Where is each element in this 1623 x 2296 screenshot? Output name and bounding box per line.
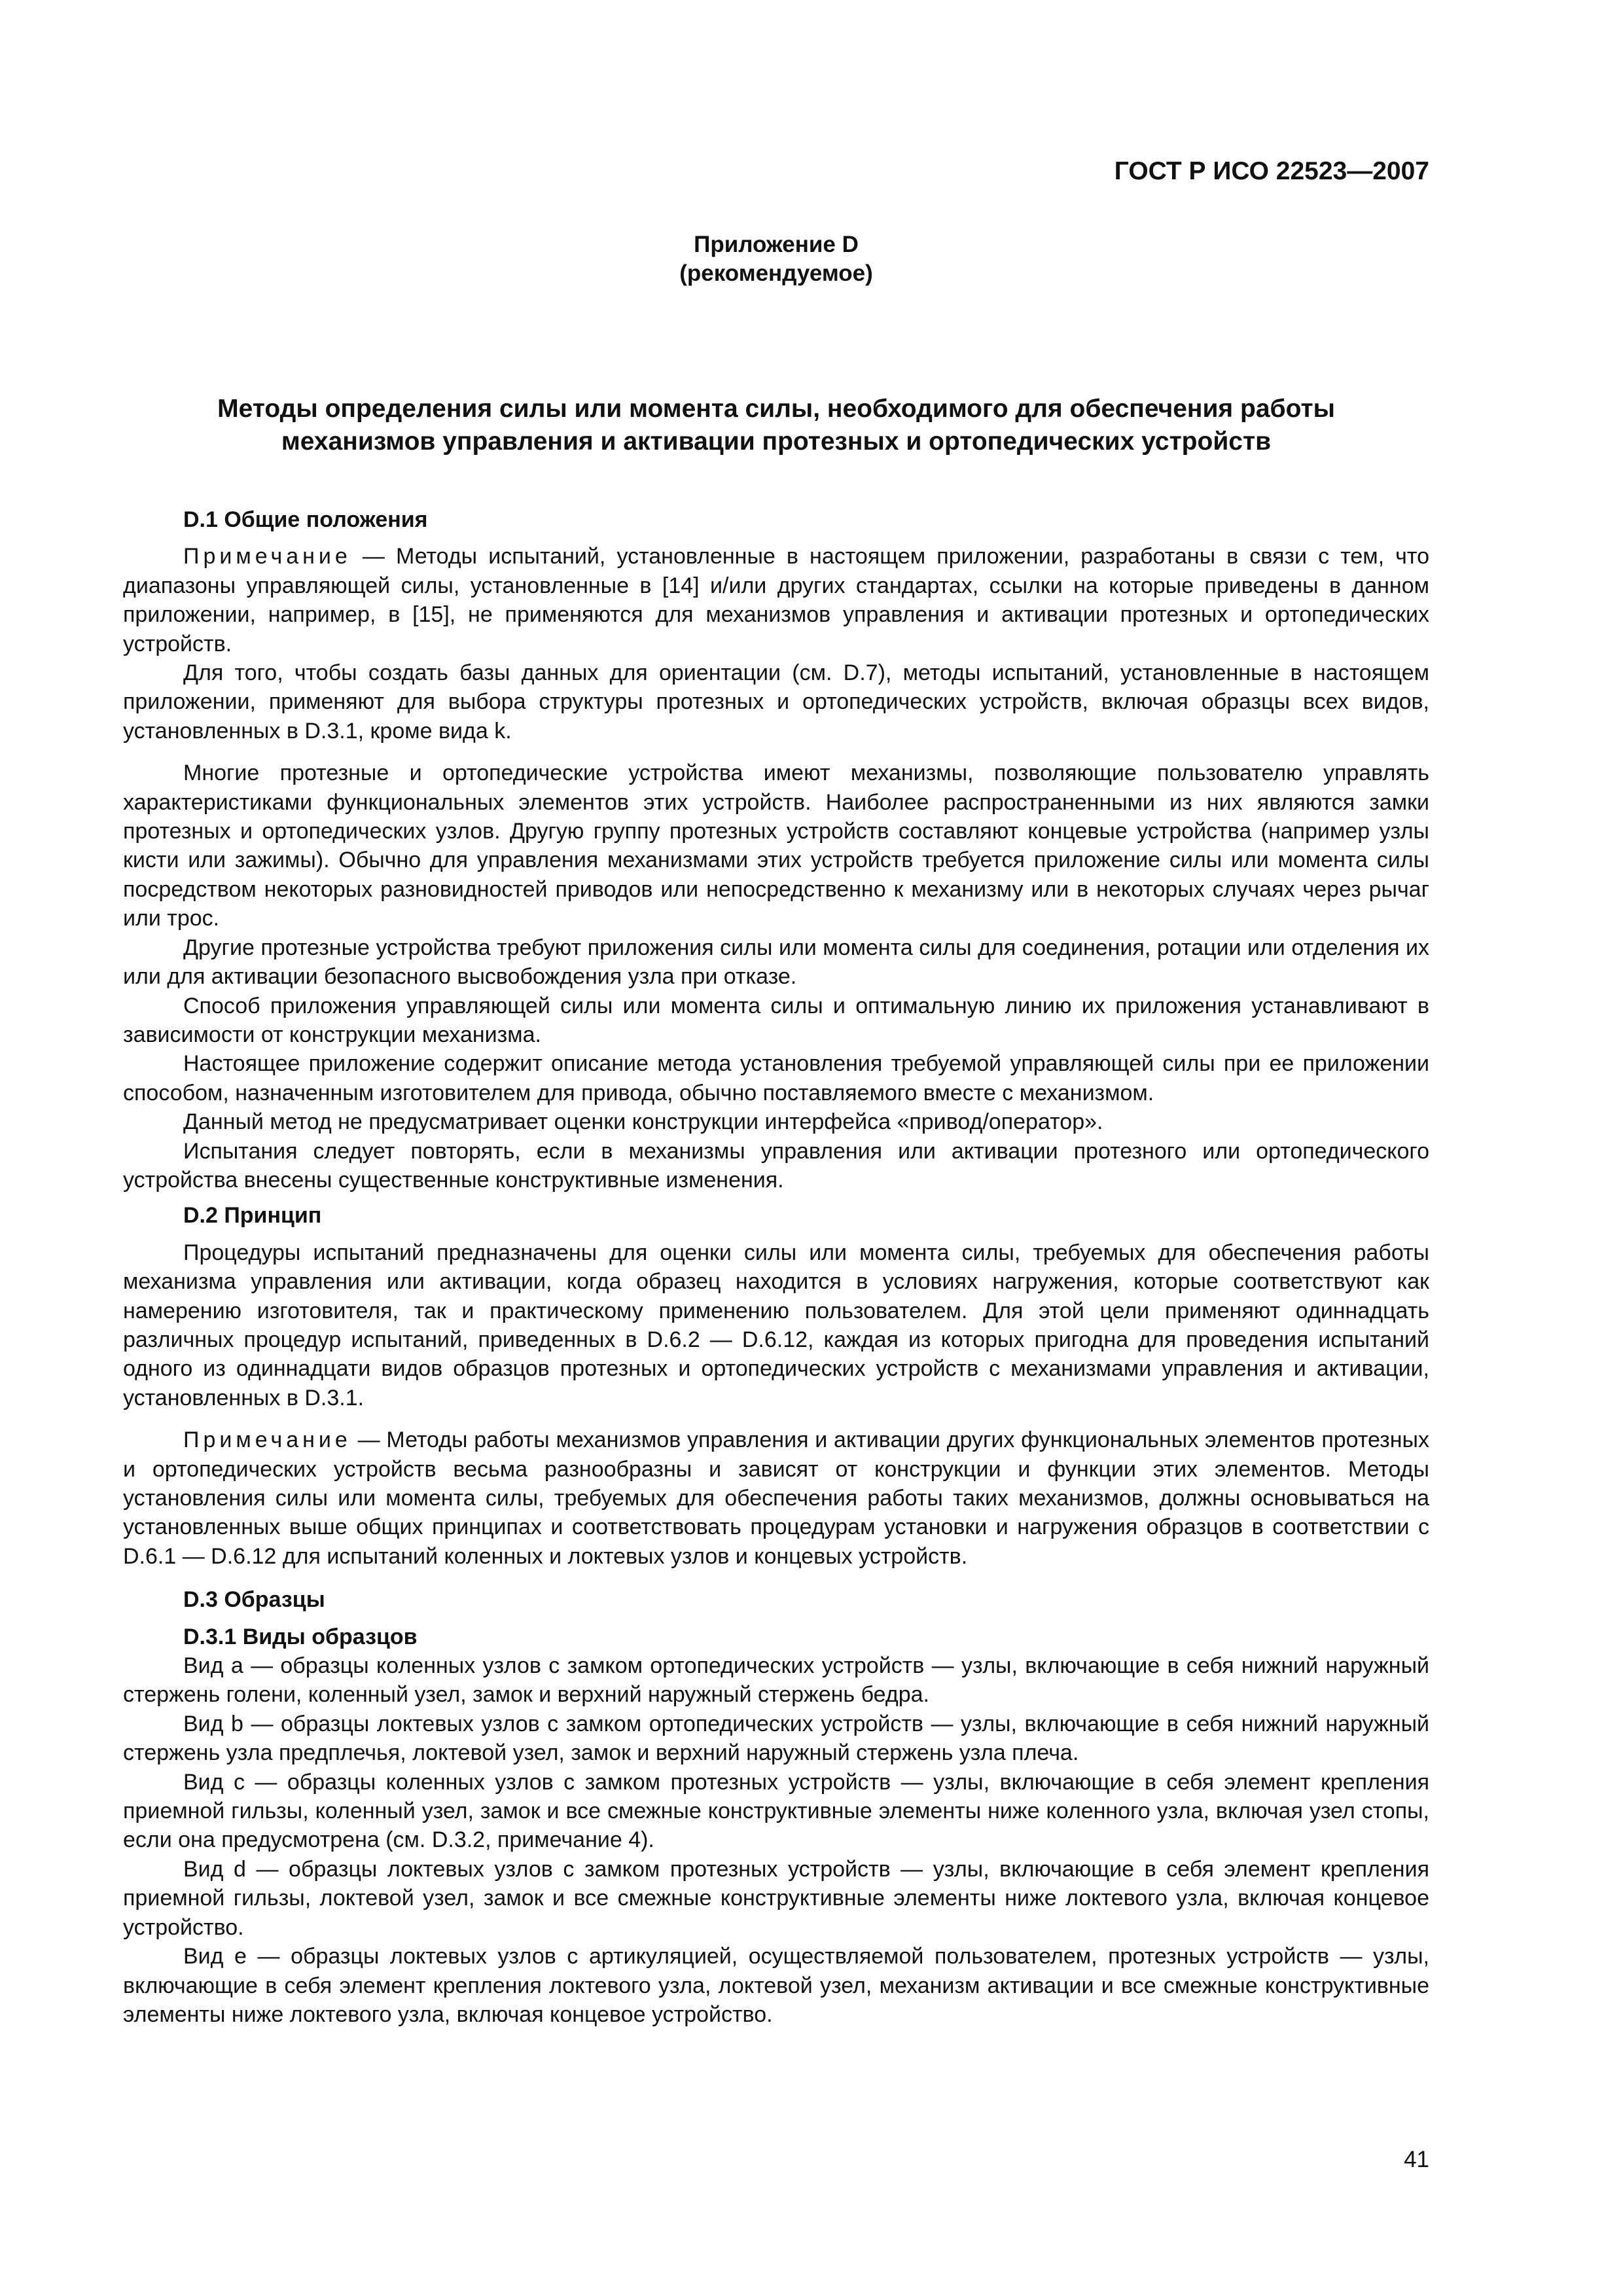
- standard-id: ГОСТ Р ИСО 22523—2007: [1114, 157, 1429, 185]
- paragraph: Испытания следует повторять, если в механизмы управления или активации протезного или ортопедического устройства внесены существенные конструктивные изменения.: [123, 1138, 1429, 1193]
- paragraph: Процедуры испытаний предназначены для оценки силы или момента силы, требуемых для обеспечения работы механизма управления или активации, когда образец находится в условиях нагружения, которые соответствуют как намерению изготовителя, так и практическому применению пользователем. Для этой цели применяют одиннадцать различных процедур испытаний, приведенных в D.6.2 — D.6.12, каждая из которых пригодна для проведения испытаний одного из одиннадцати видов образцов протезных и ортопедических устройств с механизмами управления и активации, установленных в D.3.1.: [123, 1240, 1429, 1410]
- annex-title: [123, 393, 1429, 458]
- section-heading-d1: D.1 Общие положения: [183, 507, 428, 532]
- note-label: Примечание: [183, 544, 351, 569]
- specimen-type-b: Вид b — образцы локтевых узлов с замком ортопедических устройств — узлы, включающие в себя нижний наружный стержень узла предплечья, локтевой узел, замок и верхний наружный стержень узла плеча.: [123, 1711, 1429, 1766]
- note-label: Примечание: [183, 1427, 351, 1453]
- paragraph: Способ приложения управляющей силы или момента силы и оптимальную линию их приложения устанавливают в зависимости от конструкции механизма.: [123, 993, 1429, 1047]
- annex-title-line-2: механизмов управления и активации протезных и ортопедических устройств: [281, 427, 1272, 456]
- annex-label: Приложение D: [694, 232, 859, 257]
- note-text: — Методы испытаний, установленные в настоящем приложении, разработаны в связи с тем, что диапазоны управляющей силы, установленные в [14] и/или других стандартах, ссылки на которые приведены в данном приложении, например, в [15], не применяются для механизмов управления и активации протезных и ортопедических устройств.: [123, 544, 1429, 656]
- note-text: — Методы работы механизмов управления и активации других функциональных элементов протезных и ортопедических устройств весьма разнообразны и зависят от конструкции и функции этих элементов. Методы установления силы или момента силы, требуемых для обеспечения работы таких механизмов, должны основываться на установленных выше общих принципах и соответствовать процедурам установки и нагружения образцов в соответствии с D.6.1 — D.6.12 для испытаний коленных и локтевых узлов и концевых устройств.: [123, 1427, 1429, 1569]
- paragraph: Настоящее приложение содержит описание метода установления требуемой управляющей силы при ее приложении способом, назначенным изготовителем для привода, обычно поставляемого вместе с механизмом.: [123, 1051, 1429, 1105]
- annex-body: [123, 505, 1429, 2029]
- page-number: 41: [1404, 2147, 1429, 2172]
- paragraph: Для того, чтобы создать базы данных для ориентации (см. D.7), методы испытаний, установленные в настоящем приложении, применяют для выбора структуры протезных и ортопедических устройств, включая образцы всех видов, установленных в D.3.1, кроме вида k.: [123, 660, 1429, 744]
- paragraph: Другие протезные устройства требуют приложения силы или момента силы для соединения, ротации или отделения их или для активации безопасного высвобождения узла при отказе.: [123, 935, 1429, 990]
- section-heading-d2: D.2 Принцип: [183, 1203, 322, 1229]
- annex-heading: [123, 230, 1429, 288]
- annex-title-line-1: Методы определения силы или момента силы, необходимого для обеспечения работы: [217, 395, 1335, 423]
- specimen-type-e: Вид e — образцы локтевых узлов с артикуляцией, осуществляемой пользователем, протезных устройств — узлы, включающие в себя элемент крепления локтевого узла, локтевой узел, механизм активации и все смежные конструктивные элементы ниже локтевого узла, включая концевое устройство.: [123, 1944, 1429, 2027]
- annex-status: (рекомендуемое): [679, 260, 873, 286]
- specimen-type-a: Вид a — образцы коленных узлов с замком ортопедических устройств — узлы, включающие в себя нижний наружный стержень голени, коленный узел, замок и верхний наружный стержень бедра.: [123, 1653, 1429, 1708]
- document-page: [123, 0, 1429, 2296]
- section-heading-d3: D.3 Образцы: [183, 1587, 325, 1613]
- note-paragraph: [123, 1426, 1429, 1571]
- paragraph: Данный метод не предусматривает оценки конструкции интерфейса «привод/оператор».: [183, 1109, 1103, 1135]
- subsection-heading-d3-1: D.3.1 Виды образцов: [183, 1624, 418, 1649]
- note-paragraph: [123, 542, 1429, 658]
- paragraph: Многие протезные и ортопедические устройства имеют механизмы, позволяющие пользователю управлять характеристиками функциональных элементов этих устройств. Наиболее распространенными из них являются замки протезных и ортопедических узлов. Другую группу протезных устройств составляют концевые устройства (например узлы кисти или зажимы). Обычно для управления механизмами этих устройств требуется приложение силы или момента силы посредством некоторых разновидностей приводов или непосредственно к механизму или в некоторых случаях через рычаг или трос.: [123, 761, 1429, 931]
- specimen-type-c: Вид c — образцы коленных узлов с замком протезных устройств — узлы, включающие в себя элемент крепления приемной гильзы, коленный узел, замок и все смежные конструктивные элементы ниже коленного узла, включая узел стопы, если она предусмотрена (см. D.3.2, примечание 4).: [123, 1769, 1429, 1853]
- specimen-type-d: Вид d — образцы локтевых узлов с замком протезных устройств — узлы, включающие в себя элемент крепления приемной гильзы, локтевой узел, замок и все смежные конструктивные элементы ниже локтевого узла, включая концевое устройство.: [123, 1856, 1429, 1940]
